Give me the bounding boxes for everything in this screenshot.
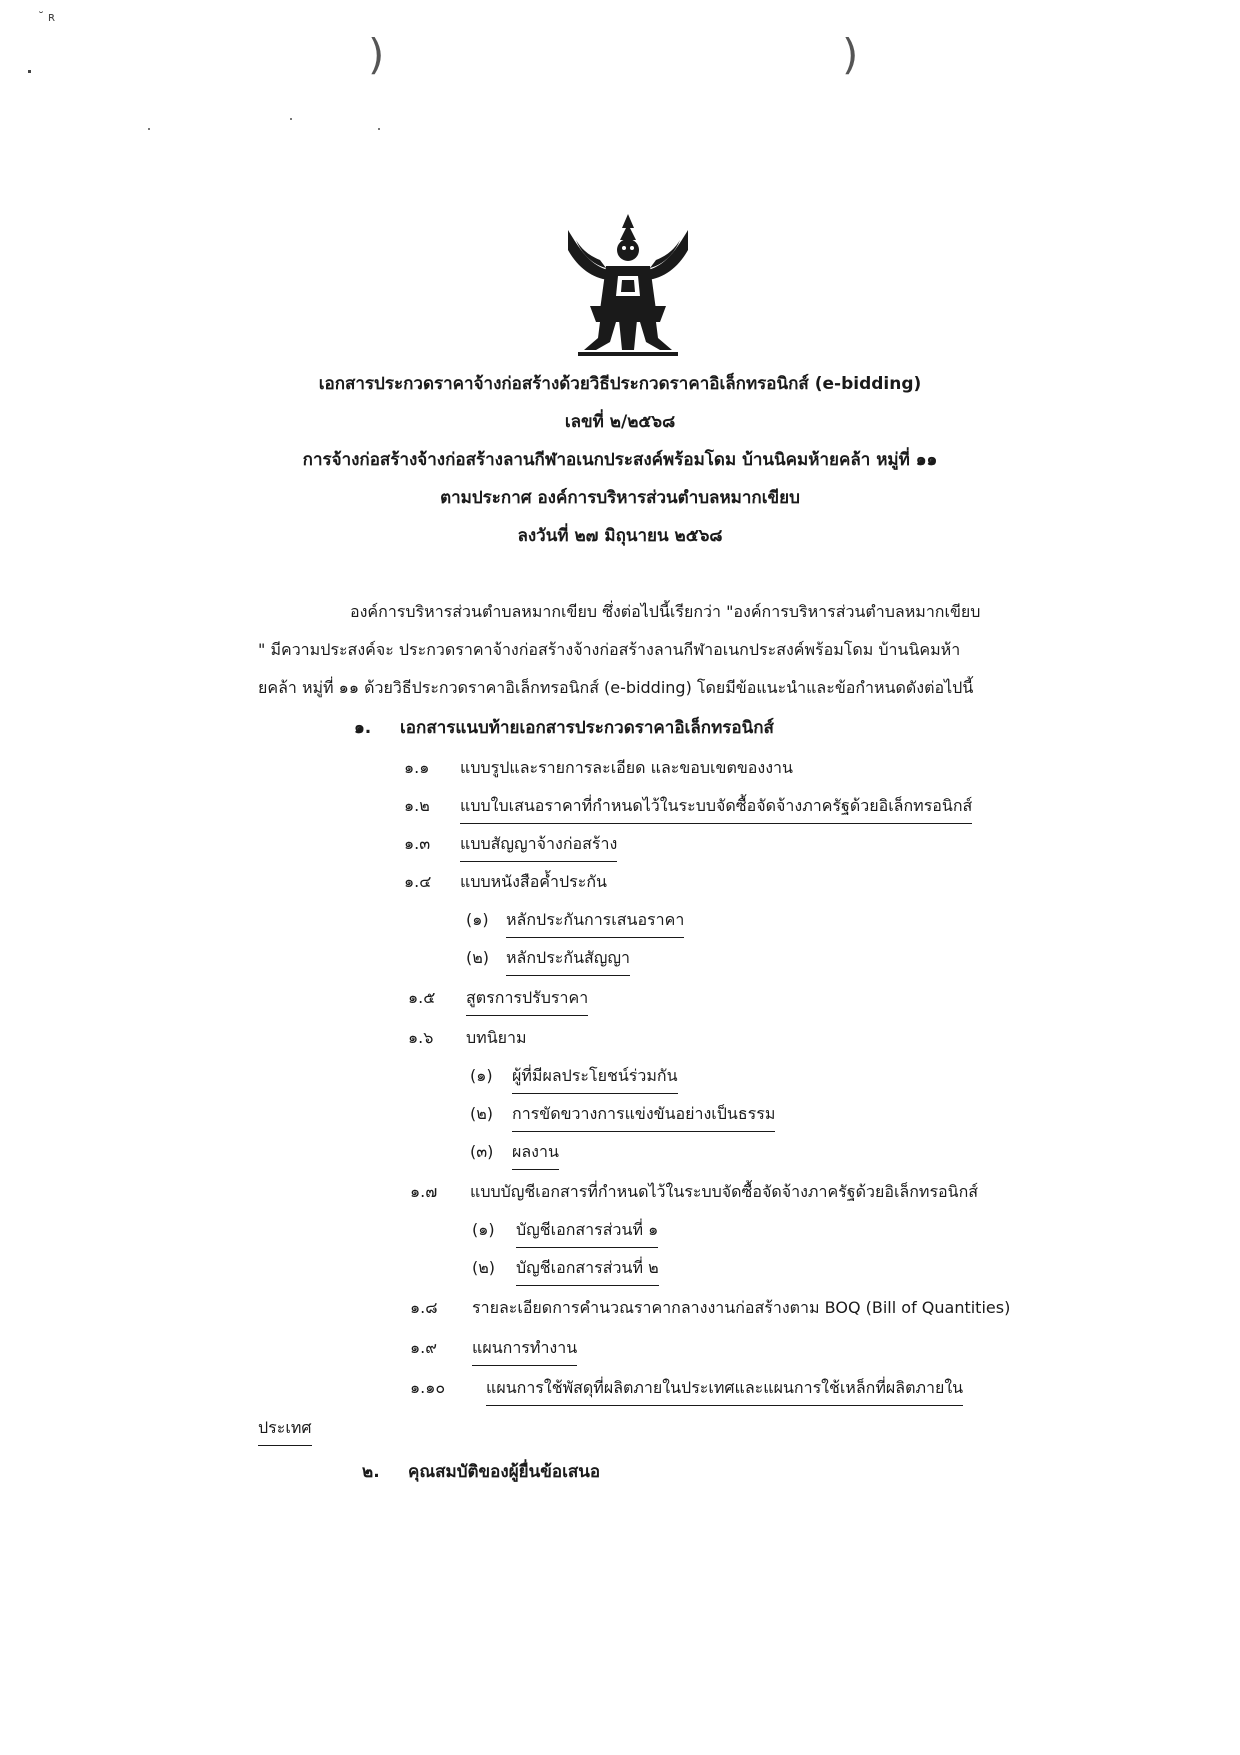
scan-dot	[148, 128, 150, 130]
item-1-7-sub-1-text[interactable]: บัญชีเอกสารส่วนที่ ๑	[516, 1218, 658, 1248]
date-line: ลงวันที่ ๒๗ มิถุนายน ๒๕๖๘	[517, 526, 723, 546]
item-1-3-text[interactable]: แบบสัญญาจ้างก่อสร้าง	[460, 832, 617, 862]
intro-line-2: " มีความประสงค์จะ ประกวดราคาจ้างก่อสร้างจ้างก่อสร้างลานกีฬาอเนกประสงค์พร้อมโดม บ้านนิคมห้า	[258, 640, 961, 659]
document-title: เอกสารประกวดราคาจ้างก่อสร้างด้วยวิธีประกวดราคาอิเล็กทรอนิกส์ (e-bidding)	[318, 374, 922, 394]
item-1-10-text[interactable]: แผนการใช้พัสดุที่ผลิตภายในประเทศและแผนการใช้เหล็กที่ผลิตภายใน	[486, 1376, 963, 1406]
item-1-6-sub-2-number: (๒)	[470, 1104, 494, 1123]
scan-mark: ˘ ʀ	[38, 10, 56, 24]
item-1-5-number: ๑.๕	[408, 988, 436, 1007]
item-1-4-sub-2-text[interactable]: หลักประกันสัญญา	[506, 946, 630, 976]
item-1-6-sub-3-text[interactable]: ผลงาน	[512, 1140, 559, 1170]
section-2-title: คุณสมบัติของผู้ยื่นข้อเสนอ	[408, 1462, 601, 1482]
item-1-7-number: ๑.๗	[410, 1182, 438, 1201]
item-1-1-number: ๑.๑	[404, 758, 430, 777]
intro-line-3: ยคล้า หมู่ที่ ๑๑ ด้วยวิธีประกวดราคาอิเล็กทรอนิกส์ (e-bidding) โดยมีข้อแนะนำและข้อกำหนดดังต่อไปนี้	[258, 678, 974, 697]
item-1-6-sub-1-number: (๑)	[470, 1066, 493, 1085]
document-number: เลขที่ ๒/๒๕๖๘	[564, 412, 676, 432]
scan-dot	[290, 118, 292, 120]
section-1-number: ๑.	[354, 718, 372, 738]
item-1-8-text: รายละเอียดการคำนวณราคากลางงานก่อสร้างตาม BOQ (Bill of Quantities)	[472, 1298, 1011, 1317]
item-1-6-sub-2-text[interactable]: การขัดขวางการแข่งขันอย่างเป็นธรรม	[512, 1102, 775, 1132]
item-1-7-sub-1-number: (๑)	[472, 1220, 495, 1239]
punch-hole-right: )	[842, 30, 859, 79]
garuda-emblem	[560, 210, 696, 360]
item-1-9-text[interactable]: แผนการทำงาน	[472, 1336, 577, 1366]
item-1-10-continuation[interactable]: ประเทศ	[258, 1416, 312, 1446]
intro-line-1: องค์การบริหารส่วนตำบลหมากเขียบ ซึ่งต่อไปนี้เรียกว่า "องค์การบริหารส่วนตำบลหมากเขียบ	[350, 602, 981, 621]
item-1-2-text[interactable]: แบบใบเสนอราคาที่กำหนดไว้ในระบบจัดซื้อจัดจ้างภาครัฐด้วยอิเล็กทรอนิกส์	[460, 794, 972, 824]
scan-dot	[378, 128, 380, 130]
item-1-3-number: ๑.๓	[404, 834, 431, 853]
item-1-10-number: ๑.๑๐	[410, 1378, 446, 1397]
item-1-8-number: ๑.๘	[410, 1298, 438, 1317]
project-name: การจ้างก่อสร้างจ้างก่อสร้างลานกีฬาอเนกประสงค์พร้อมโดม บ้านนิคมห้ายคล้า หมู่ที่ ๑๑	[302, 450, 938, 470]
item-1-6-text: บทนิยาม	[466, 1028, 527, 1047]
item-1-4-number: ๑.๔	[404, 872, 432, 891]
item-1-6-sub-3-number: (๓)	[470, 1142, 494, 1161]
item-1-9-number: ๑.๙	[410, 1338, 437, 1357]
punch-hole-left: )	[368, 30, 385, 79]
item-1-1-text: แบบรูปและรายการละเอียด และขอบเขตของงาน	[460, 758, 793, 777]
item-1-2-number: ๑.๒	[404, 796, 430, 815]
item-1-5-text[interactable]: สูตรการปรับราคา	[466, 986, 588, 1016]
announcement-line: ตามประกาศ องค์การบริหารส่วนตำบลหมากเขียบ	[440, 488, 800, 508]
scan-dot	[28, 70, 31, 73]
item-1-4-sub-1-number: (๑)	[466, 910, 489, 929]
section-1-title: เอกสารแนบท้ายเอกสารประกวดราคาอิเล็กทรอนิกส์	[400, 718, 774, 738]
item-1-7-text: แบบบัญชีเอกสารที่กำหนดไว้ในระบบจัดซื้อจัดจ้างภาครัฐด้วยอิเล็กทรอนิกส์	[470, 1182, 979, 1201]
item-1-4-sub-1-text[interactable]: หลักประกันการเสนอราคา	[506, 908, 684, 938]
item-1-7-sub-2-number: (๒)	[472, 1258, 496, 1277]
item-1-6-number: ๑.๖	[408, 1028, 434, 1047]
item-1-6-sub-1-text[interactable]: ผู้ที่มีผลประโยชน์ร่วมกัน	[512, 1064, 678, 1094]
section-2-number: ๒.	[362, 1462, 380, 1482]
item-1-4-sub-2-number: (๒)	[466, 948, 490, 967]
item-1-7-sub-2-text[interactable]: บัญชีเอกสารส่วนที่ ๒	[516, 1256, 659, 1286]
item-1-4-text: แบบหนังสือค้ำประกัน	[460, 872, 607, 891]
